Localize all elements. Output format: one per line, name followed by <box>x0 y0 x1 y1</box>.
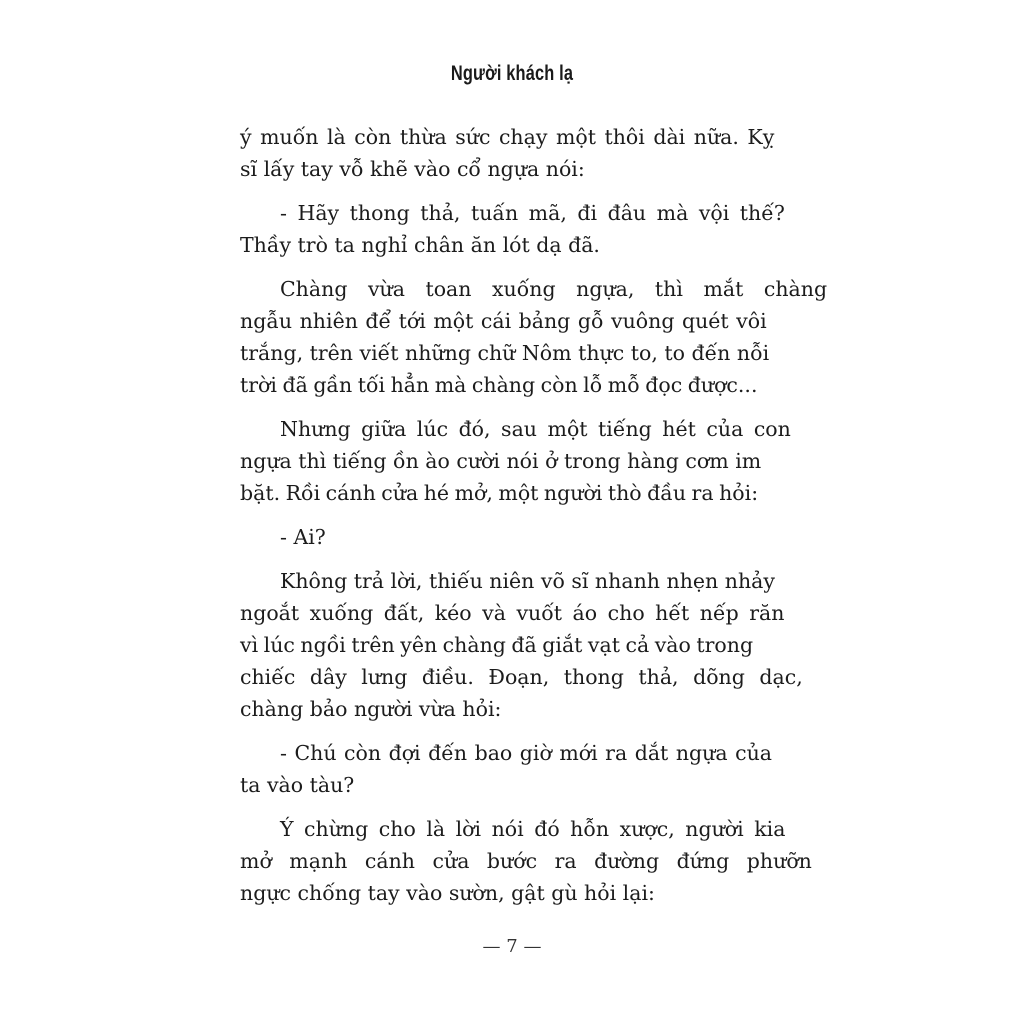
text-line: vì lúc ngồi trên yên chàng đã giắt vạt cả vào trong <box>240 633 754 657</box>
paragraph <box>240 737 776 801</box>
text-line: ngựa thì tiếng ồn ào cười nói ở trong hàng cơm im <box>240 449 762 473</box>
page-number: — 7 — <box>482 936 542 957</box>
text-line: sĩ lấy tay vỗ khẽ vào cổ ngựa nói: <box>240 157 585 181</box>
paragraph <box>240 273 828 401</box>
text-line: - Chú còn đợi đến bao giờ mới ra dắt ngựa của <box>280 741 772 765</box>
text-line: bặt. Rồi cánh cửa hé mở, một người thò đầu ra hỏi: <box>240 481 759 505</box>
text-line: mở mạnh cánh cửa bước ra đường đứng phưỡn <box>240 849 812 873</box>
paragraph <box>240 413 791 509</box>
text-line: - Ai? <box>280 525 326 549</box>
paragraph <box>240 521 776 553</box>
text-line: trắng, trên viết những chữ Nôm thực to, to đến nỗi <box>240 341 770 365</box>
text-line: - Hãy thong thả, tuấn mã, đi đâu mà vội thế? <box>280 201 785 225</box>
running-head-title: Người khách lạ <box>450 62 574 85</box>
text-line: ta vào tàu? <box>240 773 355 797</box>
text-line: ý muốn là còn thừa sức chạy một thôi dài nữa. Kỵ <box>240 125 775 149</box>
text-line: ngoắt xuống đất, kéo và vuốt áo cho hết nếp răn <box>240 601 785 625</box>
text-line: Thầy trò ta nghỉ chân ăn lót dạ đã. <box>240 233 600 257</box>
text-line: trời đã gần tối hẳn mà chàng còn lỗ mỗ đọc được... <box>240 373 758 397</box>
text-line: Không trả lời, thiếu niên võ sĩ nhanh nhẹn nhảy <box>280 569 775 593</box>
body-text <box>240 121 828 921</box>
text-line: Nhưng giữa lúc đó, sau một tiếng hét của con <box>280 417 791 441</box>
text-line: chàng bảo người vừa hỏi: <box>240 697 502 721</box>
text-line: Ý chừng cho là lời nói đó hỗn xược, người kia <box>280 817 786 841</box>
paragraph <box>240 565 803 725</box>
text-line: Chàng vừa toan xuống ngựa, thì mắt chàng <box>280 277 828 301</box>
text-line: chiếc dây lưng điều. Đoạn, thong thả, dõng dạc, <box>240 665 803 689</box>
paragraph <box>240 197 785 261</box>
text-line: ngẫu nhiên để tới một cái bảng gỗ vuông quét vôi <box>240 309 767 333</box>
paragraph <box>240 813 812 909</box>
paragraph <box>240 121 776 185</box>
text-line: ngực chống tay vào sườn, gật gù hỏi lại: <box>240 881 655 905</box>
